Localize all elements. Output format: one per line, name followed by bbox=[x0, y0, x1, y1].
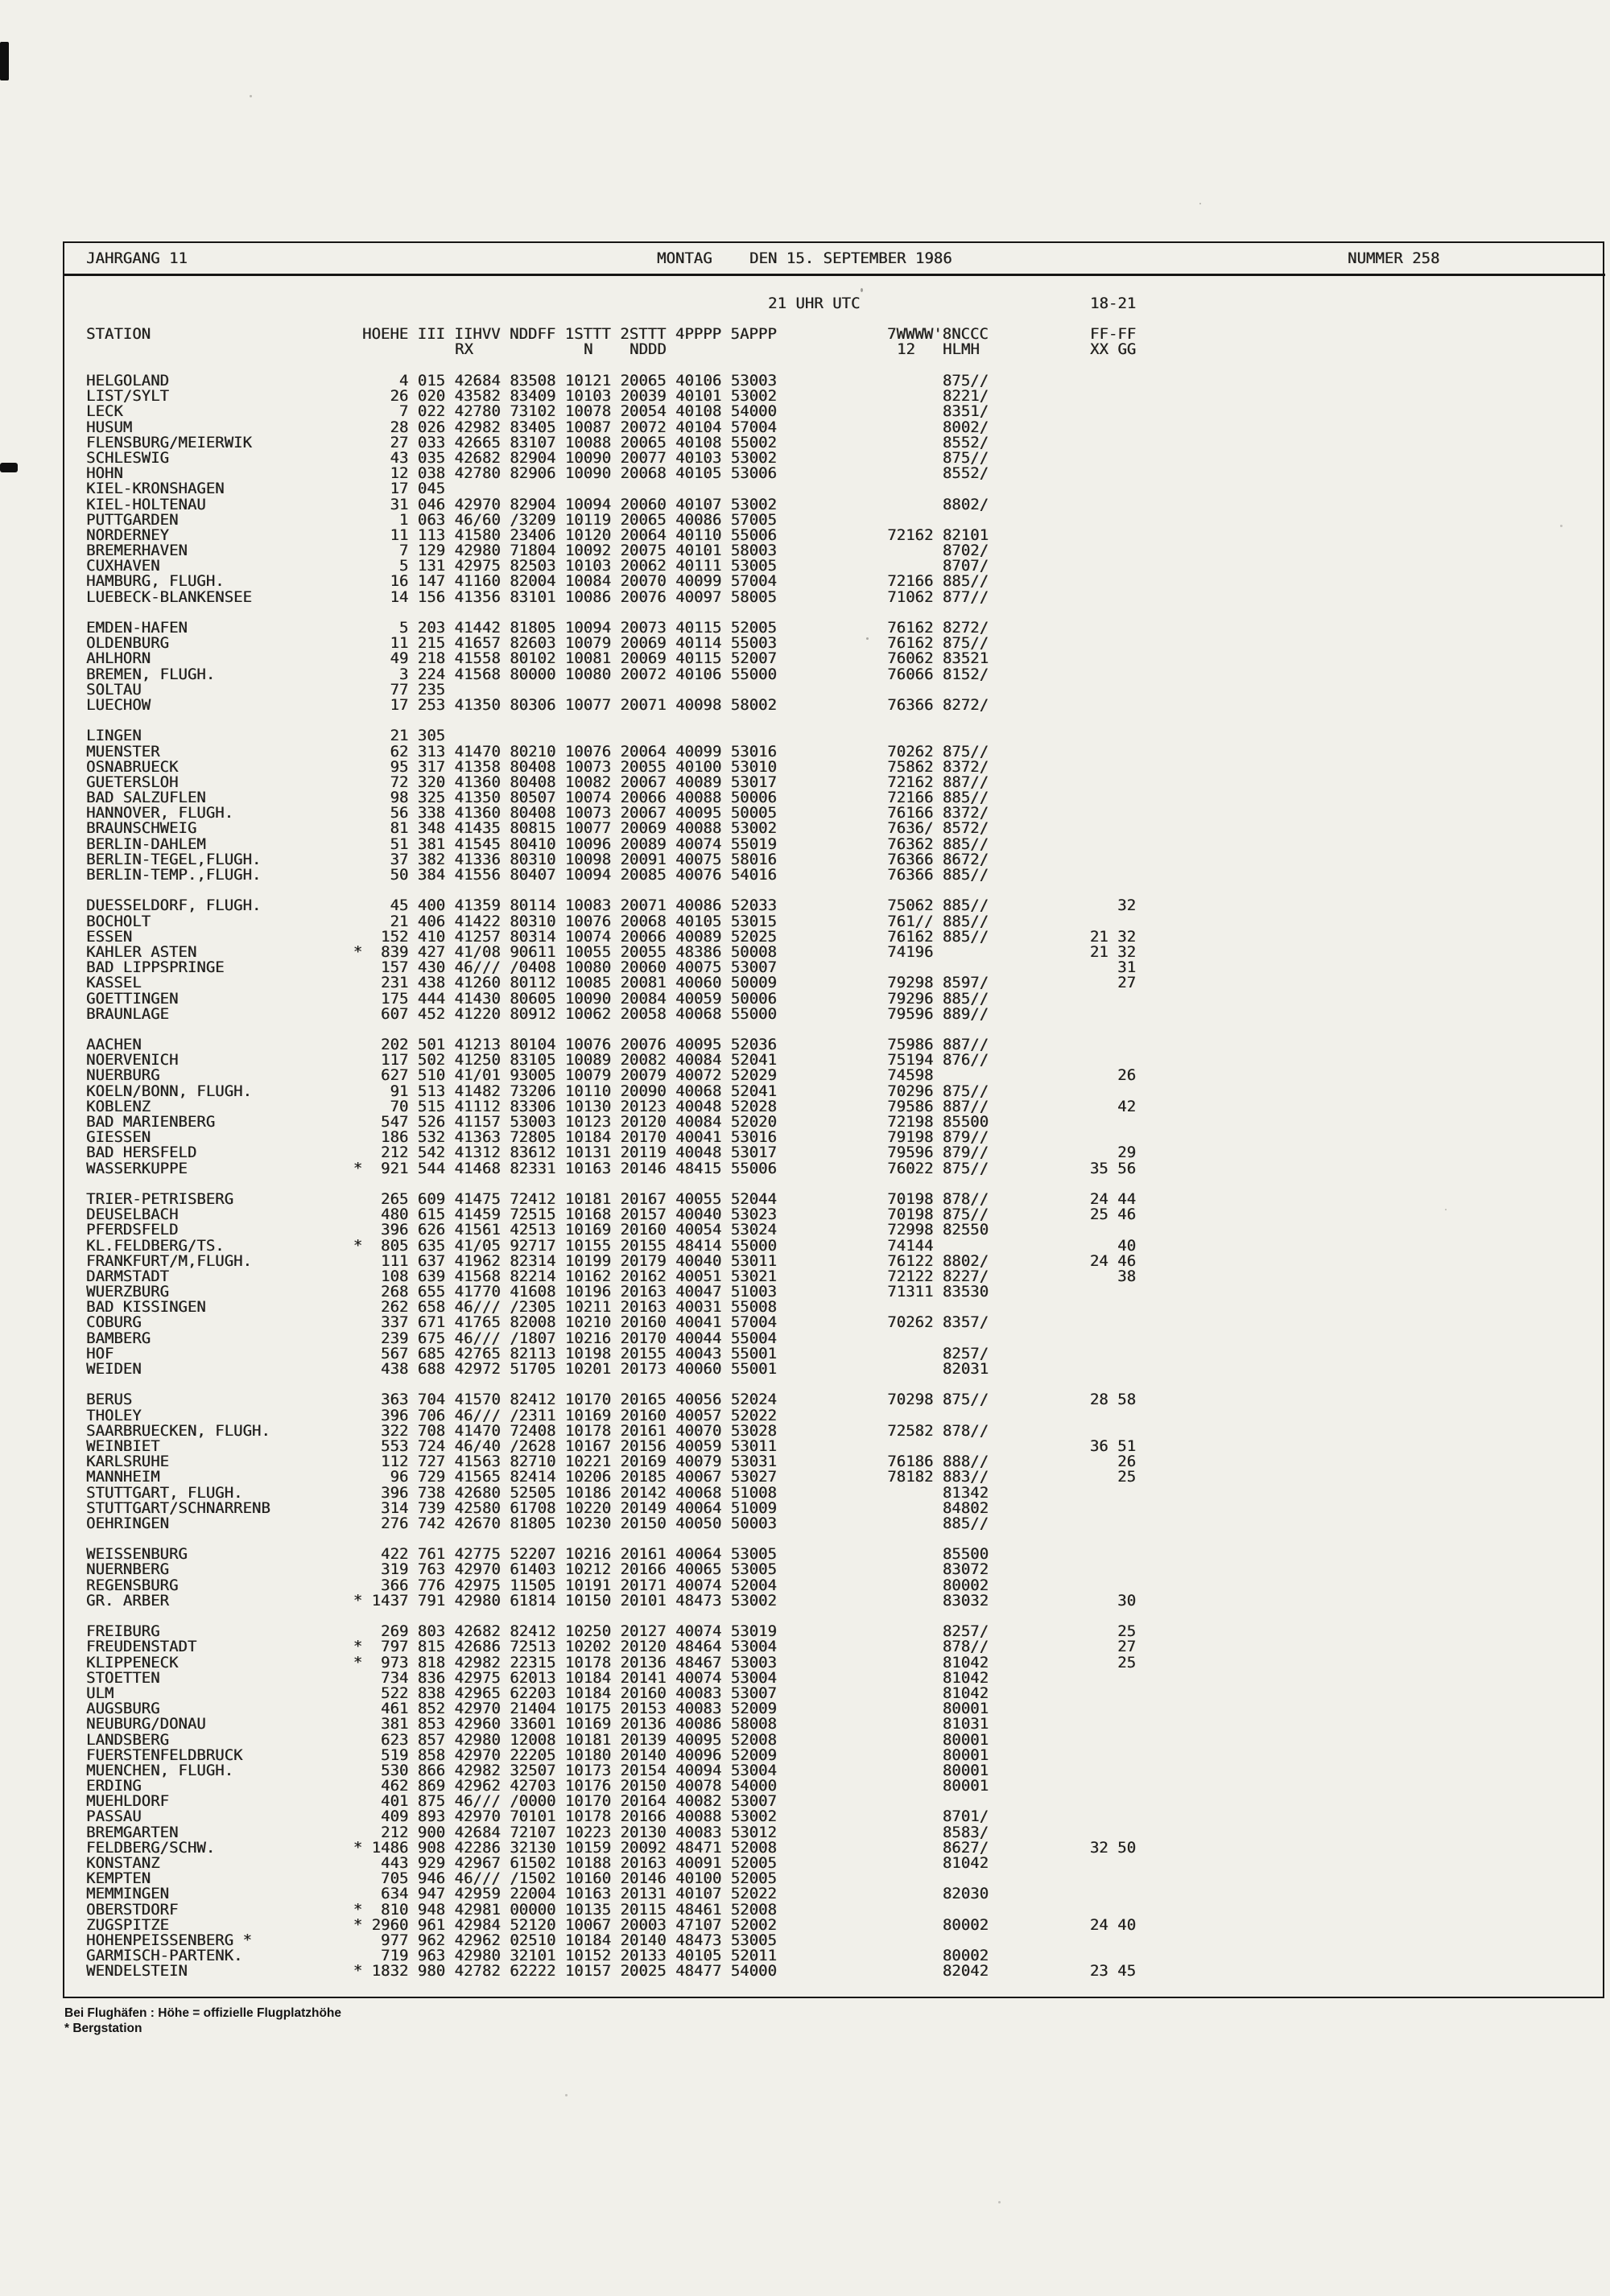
table-row: STUTTGART, FLUGH. 396 738 42680 52505 10186 20142 40068 51008 81342 bbox=[86, 1483, 989, 1502]
table-row: MUENCHEN, FLUGH. 530 866 42982 32507 10173 20154 40094 53004 80001 bbox=[86, 1761, 989, 1779]
table-row: ULM 522 838 42965 62203 10184 20160 40083 53007 81042 bbox=[86, 1684, 989, 1702]
scan-artifact bbox=[0, 463, 18, 472]
table-row: TRIER-PETRISBERG 265 609 41475 72412 10181 20167 40055 52044 70198 878// 24 44 bbox=[86, 1189, 1137, 1208]
table-row: HELGOLAND 4 015 42684 83508 10121 20065 40106 53003 875// bbox=[86, 372, 989, 390]
weekday-label: MONTAG bbox=[657, 249, 712, 267]
table-row: OBERSTDORF * 810 948 42981 00000 10135 20115 48461 52008 bbox=[86, 1900, 777, 1919]
column-header-wx: 7WWWW'8NCCC bbox=[887, 325, 989, 343]
table-row: MANNHEIM 96 729 41565 82414 10206 20185 40067 53027 78182 883// 25 bbox=[86, 1468, 1137, 1486]
table-row: BAD MARIENBERG 547 526 41157 53003 10123 20120 40084 52020 72198 85500 bbox=[86, 1113, 989, 1131]
table-row: HANNOVER, FLUGH. 56 338 41360 80408 10073 20067 40095 50005 76166 8372/ bbox=[86, 804, 989, 822]
table-row: AUGSBURG 461 852 42970 21404 10175 20153 40083 52009 80001 bbox=[86, 1700, 989, 1718]
table-row: STUTTGART/SCHNARRENB 314 739 42580 61708 10220 20149 40064 51009 84802 bbox=[86, 1498, 989, 1517]
table-row: BREMERHAVEN 7 129 42980 71804 10092 20075 40101 58003 8702/ bbox=[86, 542, 989, 560]
table-row: WEIDEN 438 688 42972 51705 10201 20173 40060 55001 82031 bbox=[86, 1360, 989, 1378]
table-row: KAHLER ASTEN * 839 427 41/08 90611 10055 20055 48386 50008 74196 21 32 bbox=[86, 942, 1137, 961]
table-row: KLIPPENECK * 973 818 42982 22315 10178 20136 48467 53003 81042 25 bbox=[86, 1653, 1137, 1672]
table-row: OLDENBURG 11 215 41657 82603 10079 20069 40114 55003 76162 875// bbox=[86, 634, 989, 653]
table-row: NUERBURG 627 510 41/01 93005 10079 20079 40072 52029 74598 26 bbox=[86, 1066, 1137, 1085]
table-row: NUERNBERG 319 763 42970 61403 10212 20166 40065 53005 83072 bbox=[86, 1560, 989, 1579]
table-row: FREUDENSTADT * 797 815 42686 72513 10202 20120 48464 53004 878// 27 bbox=[86, 1638, 1137, 1656]
table-row: OEHRINGEN 276 742 42670 81805 10230 20150 40050 50003 885// bbox=[86, 1514, 989, 1532]
table-row: GIESSEN 186 532 41363 72805 10184 20170 40041 53016 79198 879// bbox=[86, 1128, 989, 1147]
observation-time: 21 UHR UTC bbox=[768, 295, 861, 312]
table-row: WEINBIET 553 724 46/40 /2628 10167 20156 40059 53011 36 51 bbox=[86, 1437, 1137, 1455]
table-row: BAD LIPPSPRINGE 157 430 46/// /0408 10080 20060 40075 53007 31 bbox=[86, 958, 1137, 977]
table-row: KASSEL 231 438 41260 80112 10085 20081 40060 50009 79298 8597/ 27 bbox=[86, 974, 1137, 992]
table-row: MEMMINGEN 634 947 42959 22004 10163 20131 40107 52022 82030 bbox=[86, 1885, 989, 1903]
table-row: BAD SALZUFLEN 98 325 41350 80507 10074 20066 40088 50006 72166 885// bbox=[86, 789, 989, 807]
table-row: FLENSBURG/MEIERWIK 27 033 42665 83107 10088 20065 40108 55002 8552/ bbox=[86, 433, 989, 451]
subheader-12: 12 bbox=[897, 340, 915, 358]
table-row: ERDING 462 869 42962 42703 10176 20150 40078 54000 80001 bbox=[86, 1777, 989, 1795]
subheader-nddd: NDDD bbox=[630, 340, 667, 358]
table-row: REGENSBURG 366 776 42975 11505 10191 20171 40074 52004 80002 bbox=[86, 1576, 989, 1594]
subheader-rx: RX bbox=[455, 340, 473, 358]
table-row: KOELN/BONN, FLUGH. 91 513 41482 73206 10110 20090 40068 52041 70296 875// bbox=[86, 1082, 989, 1100]
table-row: FUERSTENFELDBRUCK 519 858 42970 22205 10180 20140 40096 52009 80001 bbox=[86, 1746, 989, 1764]
journal-volume: JAHRGANG 11 bbox=[86, 249, 188, 267]
scan-speck bbox=[998, 2201, 1001, 2203]
column-header-station: STATION bbox=[86, 325, 151, 343]
subheader-hlmh: HLMH bbox=[943, 340, 980, 358]
table-row: GUETERSLOH 72 320 41360 80408 10082 20067 40089 53017 72162 887// bbox=[86, 773, 989, 791]
table-row: LANDSBERG 623 857 42980 12008 10181 20139 40095 52008 80001 bbox=[86, 1730, 989, 1749]
scan-speck bbox=[565, 2094, 568, 2096]
table-row: BOCHOLT 21 406 41422 80310 10076 20068 40105 53015 761// 885// bbox=[86, 912, 989, 930]
table-row: DEUSELBACH 480 615 41459 72515 10168 20157 40040 53023 70198 875// 25 46 bbox=[86, 1206, 1137, 1224]
observation-period: 18-21 bbox=[1090, 295, 1137, 312]
header-divider bbox=[63, 274, 1605, 276]
table-row: AHLHORN 49 218 41558 80102 10081 20069 40115 52007 76062 83521 bbox=[86, 649, 989, 668]
table-row: SAARBRUECKEN, FLUGH. 322 708 41470 72408 10178 20161 40070 53028 72582 878// bbox=[86, 1421, 989, 1440]
table-row: BREMEN, FLUGH. 3 224 41568 80000 10080 20072 40106 55000 76066 8152/ bbox=[86, 665, 989, 683]
table-row: EMDEN-HAFEN 5 203 41442 81805 10094 20073 40115 52005 76162 8272/ bbox=[86, 619, 989, 637]
table-row: NOERVENICH 117 502 41250 83105 10089 20082 40084 52041 75194 876// bbox=[86, 1051, 989, 1070]
table-row: KEMPTEN 705 946 46/// /1502 10160 20146 40100 52005 bbox=[86, 1869, 777, 1888]
table-row: PASSAU 409 893 42970 70101 10178 20166 40088 53002 8701/ bbox=[86, 1808, 989, 1826]
table-row: GR. ARBER * 1437 791 42980 61814 10150 20101 48473 53002 83032 30 bbox=[86, 1591, 1137, 1610]
table-row: LUECHOW 17 253 41350 80306 10077 20071 40098 58002 76366 8272/ bbox=[86, 695, 989, 714]
table-row: SOLTAU 77 235 bbox=[86, 680, 446, 699]
table-row: KOBLENZ 70 515 41112 83306 10130 20123 40048 52028 79586 887// 42 bbox=[86, 1097, 1137, 1115]
table-row: BERLIN-TEMP.,FLUGH. 50 384 41556 80407 10094 20085 40076 54016 76366 885// bbox=[86, 866, 989, 884]
table-row: WENDELSTEIN * 1832 980 42782 62222 10157 20025 48477 54000 82042 23 45 bbox=[86, 1962, 1137, 1981]
table-row: BERUS 363 704 41570 82412 10170 20165 40056 52024 70298 875// 28 58 bbox=[86, 1391, 1137, 1409]
table-row: WUERZBURG 268 655 41770 41608 10196 20163 40047 51003 71311 83530 bbox=[86, 1283, 989, 1301]
column-header-ff: FF-FF bbox=[1090, 325, 1137, 343]
date-label: DEN 15. SEPTEMBER 1986 bbox=[749, 249, 952, 267]
table-row: GOETTINGEN 175 444 41430 80605 10090 20084 40059 50006 79296 885// bbox=[86, 989, 989, 1008]
table-row: PFERDSFELD 396 626 41561 42513 10169 20160 40054 53024 72998 82550 bbox=[86, 1221, 989, 1239]
table-row: KONSTANZ 443 929 42967 61502 10188 20163 40091 52005 81042 bbox=[86, 1854, 989, 1872]
station-table bbox=[86, 373, 1136, 1980]
table-row: STOETTEN 734 836 42975 62013 10184 20141 40074 53004 81042 bbox=[86, 1668, 989, 1687]
table-row: CUXHAVEN 5 131 42975 82503 10103 20062 40111 53005 8707/ bbox=[86, 557, 989, 575]
table-row: HAMBURG, FLUGH. 16 147 41160 82004 10084 20070 40099 57004 72166 885// bbox=[86, 572, 989, 591]
footer-note-bergstation: * Bergstation bbox=[64, 2022, 142, 2035]
subheader-xxgg: XX GG bbox=[1090, 340, 1137, 358]
table-row: LECK 7 022 42780 73102 10078 20054 40108 54000 8351/ bbox=[86, 402, 989, 421]
table-row: NEUBURG/DONAU 381 853 42960 33601 10169 20136 40086 58008 81031 bbox=[86, 1715, 989, 1733]
issue-number: NUMMER 258 bbox=[1348, 249, 1440, 267]
table-row: LINGEN 21 305 bbox=[86, 727, 446, 745]
scan-speck bbox=[250, 95, 252, 97]
table-row: WEISSENBURG 422 761 42775 52207 10216 20161 40064 53005 85500 bbox=[86, 1545, 989, 1564]
table-row: HOHENPEISSENBERG * 977 962 42962 02510 10184 20140 48473 53005 bbox=[86, 1931, 777, 1949]
table-row: HOHN 12 038 42780 82906 10090 20068 40105 53006 8552/ bbox=[86, 464, 989, 483]
table-row: LUEBECK-BLANKENSEE 14 156 41356 83101 10086 20076 40097 58005 71062 877// bbox=[86, 587, 989, 606]
column-header-groups: HOEHE III IIHVV NDDFF 1STTT 2STTT 4PPPP 5APPP bbox=[362, 325, 777, 343]
table-row: BAD HERSFELD 212 542 41312 83612 10131 20119 40048 53017 79596 879// 29 bbox=[86, 1144, 1137, 1162]
table-row: OSNABRUECK 95 317 41358 80408 10073 20055 40100 53010 75862 8372/ bbox=[86, 757, 989, 776]
subheader-n: N bbox=[584, 340, 593, 358]
table-row: KARLSRUHE 112 727 41563 82710 10221 20169 40079 53031 76186 888// 26 bbox=[86, 1453, 1137, 1471]
table-row: BAD KISSINGEN 262 658 46/// /2305 10211 20163 40031 55008 bbox=[86, 1298, 777, 1317]
table-row: ESSEN 152 410 41257 80314 10074 20066 40089 52025 76162 885// 21 32 bbox=[86, 927, 1137, 946]
scan-speck bbox=[1199, 203, 1201, 204]
table-row: DUESSELDORF, FLUGH. 45 400 41359 80114 10083 20071 40086 52033 75062 885// 32 bbox=[86, 897, 1137, 915]
scan-artifact bbox=[0, 42, 9, 80]
table-row: PUTTGARDEN 1 063 46/60 /3209 10119 20065 40086 57005 bbox=[86, 510, 777, 529]
table-row: THOLEY 396 706 46/// /2311 10169 20160 40057 52022 bbox=[86, 1406, 777, 1424]
table-row: HUSUM 28 026 42982 83405 10087 20072 40104 57004 8002/ bbox=[86, 418, 989, 436]
table-row: COBURG 337 671 41765 82008 10210 20160 40041 57004 70262 8357/ bbox=[86, 1313, 989, 1332]
table-row: GARMISCH-PARTENK. 719 963 42980 32101 10152 20133 40105 52011 80002 bbox=[86, 1947, 989, 1965]
table-row: KIEL-KRONSHAGEN 17 045 bbox=[86, 480, 446, 498]
table-row: KIEL-HOLTENAU 31 046 42970 82904 10094 20060 40107 53002 8802/ bbox=[86, 495, 989, 513]
table-row: MUEHLDORF 401 875 46/// /0000 10170 20164 40082 53007 bbox=[86, 1792, 777, 1811]
table-row: LIST/SYLT 26 020 43582 83409 10103 20039 40101 53002 8221/ bbox=[86, 387, 989, 406]
table-row: MUENSTER 62 313 41470 80210 10076 20064 40099 53016 70262 875// bbox=[86, 742, 989, 761]
table-row: KL.FELDBERG/TS. * 805 635 41/05 92717 10155 20155 48414 55000 74144 40 bbox=[86, 1236, 1137, 1255]
table-row: SCHLESWIG 43 035 42682 82904 10090 20077 40103 53002 875// bbox=[86, 448, 989, 467]
table-row: FELDBERG/SCHW. * 1486 908 42286 32130 10159 20092 48471 52008 8627/ 32 50 bbox=[86, 1838, 1137, 1857]
table-row: HOF 567 685 42765 82113 10198 20155 40043 55001 8257/ bbox=[86, 1344, 989, 1362]
table-row: FRANKFURT/M,FLUGH. 111 637 41962 82314 10199 20179 40040 53011 76122 8802/ 24 46 bbox=[86, 1251, 1137, 1270]
table-row: ZUGSPITZE * 2960 961 42984 52120 10067 20003 47107 52002 80002 24 40 bbox=[86, 1915, 1137, 1934]
table-row: BRAUNLAGE 607 452 41220 80912 10062 20058 40068 55000 79596 889// bbox=[86, 1004, 989, 1023]
table-row: BREMGARTEN 212 900 42684 72107 10223 20130 40083 53012 8583/ bbox=[86, 1823, 989, 1841]
table-row: BERLIN-DAHLEM 51 381 41545 80410 10096 20089 40074 55019 76362 885// bbox=[86, 835, 989, 853]
table-row: BRAUNSCHWEIG 81 348 41435 80815 10077 20069 40088 53002 7636/ 8572/ bbox=[86, 819, 989, 838]
table-row: BERLIN-TEGEL,FLUGH. 37 382 41336 80310 10098 20091 40075 58016 76366 8672/ bbox=[86, 850, 989, 868]
footer-note-airports: Bei Flughäfen : Höhe = offizielle Flugplatzhöhe bbox=[64, 2006, 342, 2020]
table-row: BAMBERG 239 675 46/// /1807 10216 20170 40044 55004 bbox=[86, 1329, 777, 1347]
table-row: DARMSTADT 108 639 41568 82214 10162 20162 40051 53021 72122 8227/ 38 bbox=[86, 1267, 1137, 1285]
table-row: NORDERNEY 11 113 41580 23406 10120 20064 40110 55006 72162 82101 bbox=[86, 526, 989, 544]
table-row: AACHEN 202 501 41213 80104 10076 20076 40095 52036 75986 887// bbox=[86, 1036, 989, 1054]
table-row: FREIBURG 269 803 42682 82412 10250 20127 40074 53019 8257/ 25 bbox=[86, 1622, 1137, 1641]
table-row: WASSERKUPPE * 921 544 41468 82331 10163 20146 48415 55006 76022 875// 35 56 bbox=[86, 1159, 1137, 1177]
